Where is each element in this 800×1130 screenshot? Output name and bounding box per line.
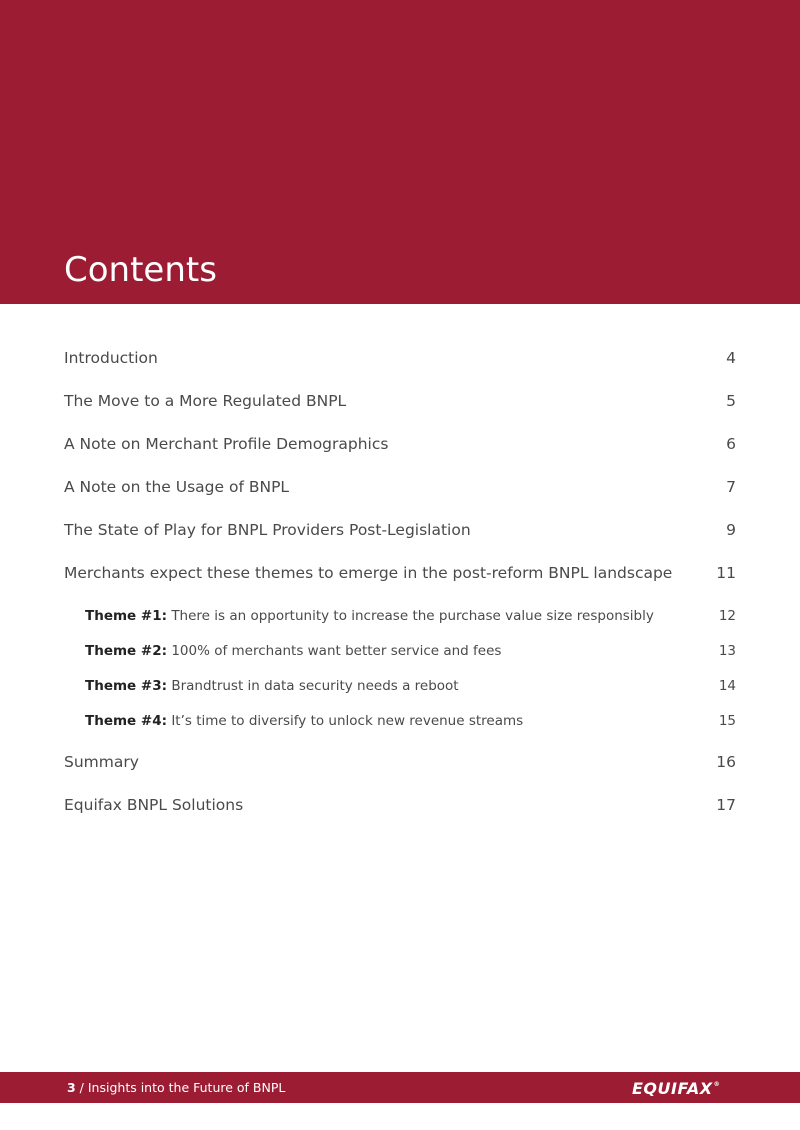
toc-entry-label-wrap (85, 710, 523, 732)
toc-entry-usage-of-bnpl[interactable] (64, 475, 736, 499)
toc-entry-label: Equifax BNPL Solutions (64, 796, 244, 814)
header-band (0, 0, 800, 304)
footer-caption (67, 1079, 285, 1096)
toc-entry-theme-3[interactable] (85, 675, 736, 697)
toc-entry-page: 17 (716, 796, 736, 814)
footer-separator: / (75, 1080, 88, 1095)
toc-entry-label-wrap (85, 675, 459, 697)
logo-text: EQUIFAX (632, 1078, 713, 1098)
toc-entry-page: 12 (718, 608, 736, 624)
toc-entry-prefix: Theme #3: (85, 678, 168, 694)
toc-entry-state-of-play[interactable] (64, 518, 736, 542)
toc-entry-label: A Note on the Usage of BNPL (64, 478, 290, 496)
toc-entry-label: Merchants expect these themes to emerge in the post-reform BNPL landscape (64, 564, 673, 582)
toc-entry-page: 5 (726, 392, 736, 410)
page-title: Contents (64, 250, 217, 290)
toc-entry-theme-2[interactable] (85, 640, 736, 662)
toc-entry-page: 11 (716, 564, 736, 582)
toc-entry-label: The State of Play for BNPL Providers Post-Legislation (64, 521, 471, 539)
toc-entry-label-wrap (85, 605, 654, 627)
toc-entry-prefix: Theme #2: (85, 643, 168, 659)
toc-entry-label: A Note on Merchant Profile Demographics (64, 435, 389, 453)
toc-entry-label: 100% of merchants want better service and fees (171, 643, 502, 659)
toc-entry-label: The Move to a More Regulated BNPL (64, 392, 347, 410)
toc-entry-page: 13 (718, 643, 736, 659)
logo-trademark: ® (713, 1080, 721, 1088)
toc-entry-prefix: Theme #1: (85, 608, 168, 624)
toc-entry-page: 14 (718, 678, 736, 694)
toc-entry-label-wrap (85, 640, 501, 662)
toc-entry-page: 7 (726, 478, 736, 496)
toc-entry-page: 16 (716, 753, 736, 771)
toc-entry-page: 9 (726, 521, 736, 539)
toc-entry-page: 4 (726, 349, 736, 367)
toc-entry-equifax-solutions[interactable] (64, 793, 736, 817)
equifax-logo (632, 1077, 720, 1099)
toc-entry-page: 15 (718, 713, 736, 729)
toc-entry-page: 6 (726, 435, 736, 453)
toc-entry-label: There is an opportunity to increase the purchase value size responsibly (171, 608, 654, 624)
footer-document-title: Insights into the Future of BNPL (87, 1080, 286, 1095)
toc-entry-theme-4[interactable] (85, 710, 736, 732)
toc-entry-summary[interactable] (64, 750, 736, 774)
toc-entry-theme-1[interactable] (85, 605, 736, 627)
toc-entry-label: Introduction (64, 349, 158, 367)
toc-entry-prefix: Theme #4: (85, 713, 168, 729)
toc-entry-label: Summary (64, 753, 139, 771)
toc-entry-introduction[interactable] (64, 346, 736, 370)
toc-entry-regulated-bnpl[interactable] (64, 389, 736, 413)
toc-entry-merchant-themes[interactable] (64, 561, 736, 585)
toc-entry-label: Brandtrust in data security needs a reboot (171, 678, 459, 694)
toc-entry-merchant-demographics[interactable] (64, 432, 736, 456)
toc-entry-label: It’s time to diversify to unlock new revenue streams (171, 713, 524, 729)
footer-page-number: 3 (67, 1080, 76, 1095)
